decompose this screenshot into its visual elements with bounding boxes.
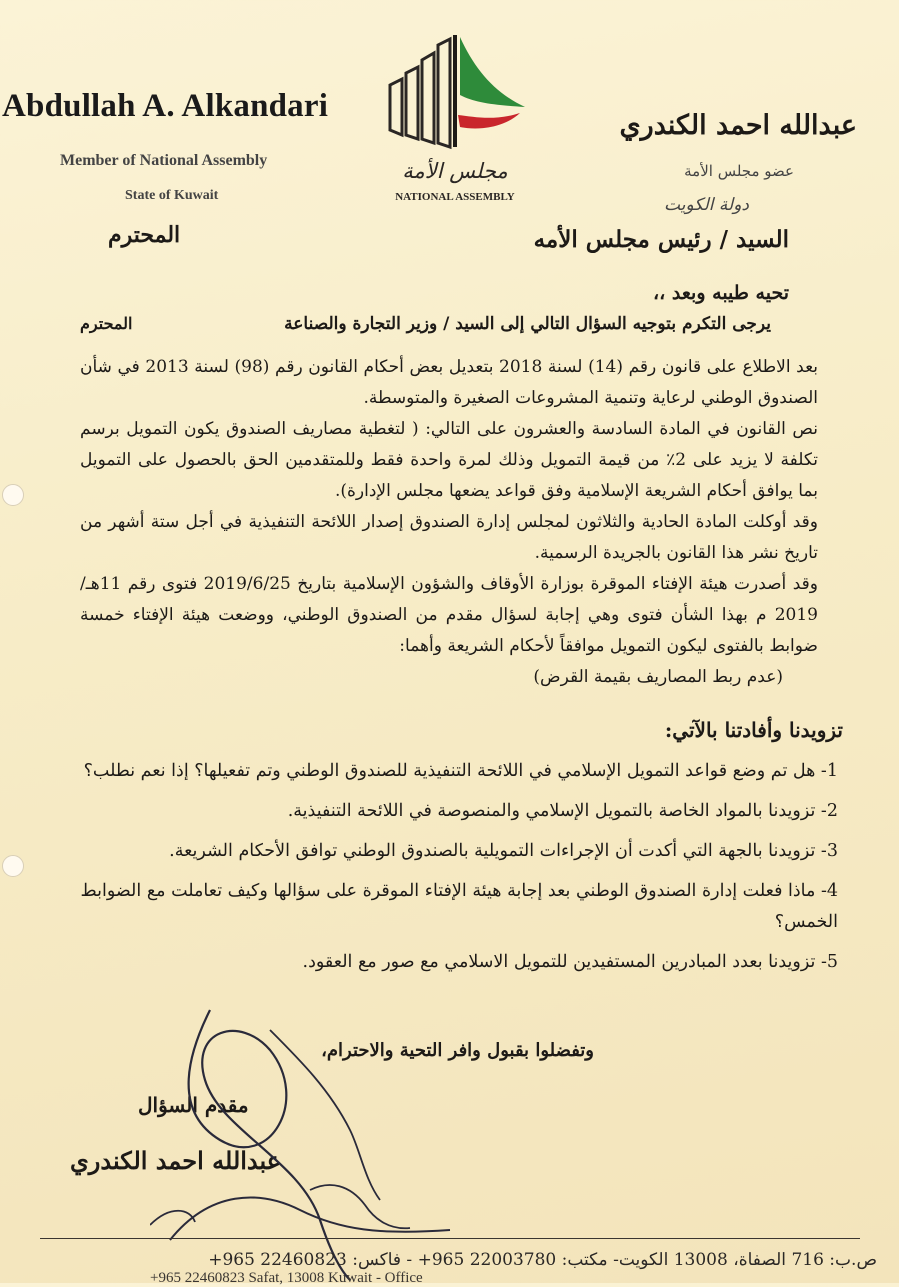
logo-text-ar: مجلس الأمة: [402, 159, 508, 183]
closing-line: وتفضلوا بقبول وافر التحية والاحترام،: [321, 1040, 594, 1061]
letterhead-title-ar: عضو مجلس الأمة: [684, 162, 794, 180]
question-item: 2- تزويدنا بالمواد الخاصة بالتمويل الإسلامي والمنصوصة في اللائحة التنفيذية.: [287, 801, 838, 821]
respected-label-minister: المحترم: [80, 314, 133, 333]
handwritten-signature: [150, 990, 540, 1283]
letter-body: [80, 352, 818, 693]
body-paragraph-4: وقد أصدرت هيئة الإفتاء الموقرة بوزارة الأوقاف والشؤون الإسلامية بتاريخ 2019/6/25 فتوى رقم 11هـ/ 2019 م بهذا الشأن فتوى وهي إجابة لسؤال مقدم من الصندوق الوطني، ووضعت هيئة الإفتاء خمسة ضوابط بالفتوى ليكون التمويل موافقاً لأحكام الشريعة وأهما:: [80, 574, 818, 656]
provide-heading: تزويدنا وأفادتنا بالآتي:: [664, 718, 843, 742]
footer-address-ar: ص.ب: 716 الصفاة، 13008 الكويت- مكتب: 22003780 965+ - فاكس: 22460823 965+: [208, 1250, 877, 1270]
question-item: 1- هل تم وضع قواعد التمويل الإسلامي في اللائحة التنفيذية للصندوق الوطني وتم تفعيلها؟ إذا نعم نطلب؟: [83, 761, 838, 781]
question-item: 5- تزويدنا بعدد المبادرين المستفيدين للتمويل الاسلامي مع صور مع العقود.: [302, 952, 838, 972]
greeting: تحيه طيبه وبعد ،،: [653, 282, 789, 304]
body-paragraph-2: نص القانون في المادة السادسة والعشرون على التالي: ( لتغطية مصاريف الصندوق يكون التمويل برسم تكلفة لا يزيد على 2٪ من قيمة التمويل وذلك لمرة واحدة فقط وللمتقدمين الحق بالحصول على التمويل بما يوافق أحكام الشريعة الإسلامية وفق قواعد يضعها مجلس الإدارة).: [80, 419, 818, 501]
punch-hole-bottom: [2, 855, 24, 877]
punch-hole-top: [2, 484, 24, 506]
request-line: يرجى التكرم بتوجيه السؤال التالي إلى السيد / وزير التجارة والصناعة: [284, 314, 771, 334]
letterhead-state-en: State of Kuwait: [125, 188, 219, 203]
letterhead-title-en: Member of National Assembly: [60, 152, 268, 169]
body-paragraph-5: (عدم ربط المصاريف بقيمة القرض): [533, 667, 783, 687]
body-paragraph-1: بعد الاطلاع على قانون رقم (14) لسنة 2018 بتعديل بعض أحكام القانون رقم (98) لسنة 2013 في شأن الصندوق الوطني لرعاية وتنمية المشروعات الصغيرة والمتوسطة.: [80, 357, 819, 408]
respected-label: المحترم: [108, 222, 181, 248]
questions-list: [78, 756, 838, 987]
letterhead-name-en: Abdullah A. Alkandari: [2, 88, 329, 124]
national-assembly-logo: [380, 35, 530, 210]
footer-divider: [40, 1238, 860, 1239]
body-paragraph-3: وقد أوكلت المادة الحادية والثلاثون لمجلس إدارة الصندوق إصدار اللائحة التنفيذية في أجل ستة أشهر من تاريخ نشر هذا القانون بالجريدة الرسمية.: [80, 512, 818, 563]
logo-text-en: NATIONAL ASSEMBLY: [395, 191, 515, 203]
question-item: 3- تزويدنا بالجهة التي أكدت أن الإجراءات التمويلية بالصندوق الوطني توافق الأحكام الشريعة.: [169, 841, 838, 861]
signature-name: عبدالله احمد الكندري: [70, 1146, 282, 1175]
question-item: 4- ماذا فعلت إدارة الصندوق الوطني بعد إجابة هيئة الإفتاء الموقرة على سؤالها وكيف تعاملت مع الضوابط الخمس؟: [80, 881, 838, 932]
footer-address-en: +965 22460823 Safat, 13008 Kuwait - Office: [150, 1270, 423, 1286]
letterhead-name-ar: عبدالله احمد الكندري: [619, 110, 857, 141]
signature-title: مقدم السؤال: [138, 1093, 249, 1117]
addressee: السيد / رئيس مجلس الأمه: [533, 226, 789, 253]
letterhead-state-ar: دولة الكويت: [664, 195, 749, 215]
